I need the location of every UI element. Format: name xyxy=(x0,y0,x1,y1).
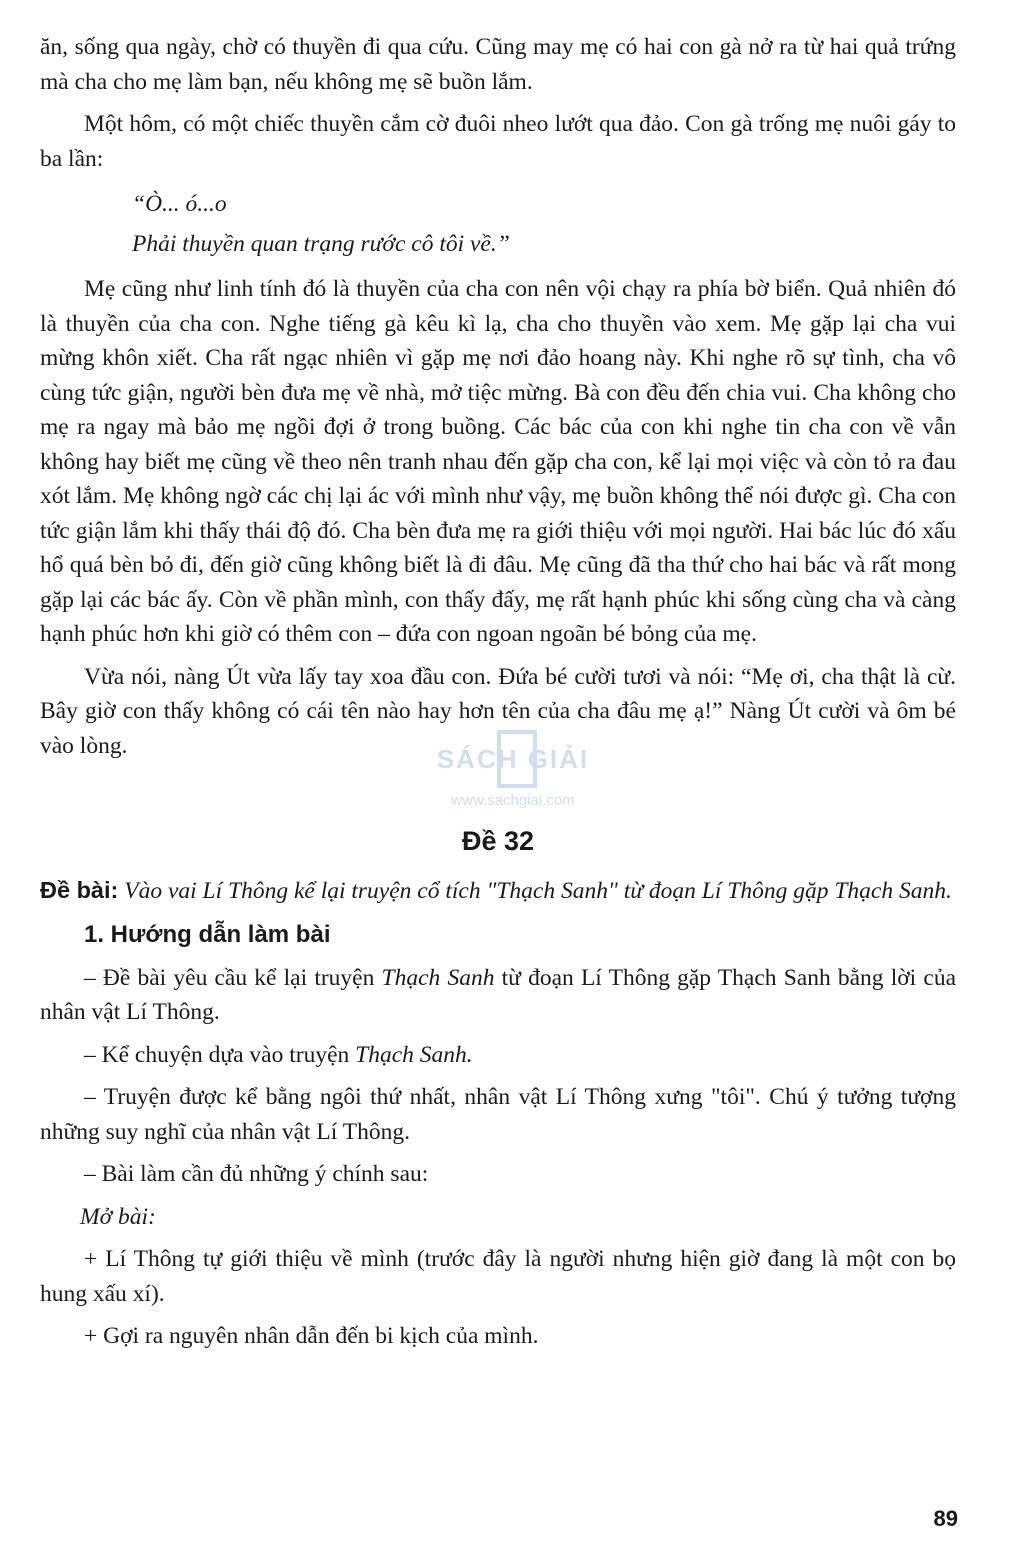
prompt-text: Vào vai Lí Thông kể lại truyện cổ tích "Thạch Sanh" từ đoạn Lí Thông gặp Thạch Sanh. xyxy=(124,878,952,904)
section-heading: Đề 32 xyxy=(461,826,535,856)
verse-line: “Ò... ó...o xyxy=(132,191,227,217)
paragraph: Vừa nói, nàng Út vừa lấy tay xoa đầu con. Đứa bé cười tươi và nói: “Mẹ ơi, cha thật là cừ. Bây giờ con thấy không có cái tên nào hay hơn tên của cha đâu mẹ ạ!” Nàng Út cười và ôm bé vào lòng. xyxy=(40,663,956,759)
bullet-item: + Gợi ra nguyên nhân dẫn đến bi kịch của mình. xyxy=(84,1323,539,1349)
paragraph: Một hôm, có một chiếc thuyền cắm cờ đuôi nheo lướt qua đảo. Con gà trống mẹ nuôi gáy to ba lần: xyxy=(40,111,956,172)
text-run: – Đề bài yêu cầu kể lại truyện xyxy=(84,964,382,991)
text-run: từ đoạn Lí Thông gặp Thạch Sanh bằng lời của nhân vật Lí Thông. xyxy=(40,964,957,1025)
prompt-label: Đề bài: xyxy=(40,877,119,903)
watermark-brand: SÁCH GIẢI xyxy=(436,744,590,774)
bullet-item: + Lí Thông tự giới thiệu về mình (trước đây là người nhưng hiện giờ đang là một con bọ hung xấu xí). xyxy=(40,1246,956,1307)
work-title: Thạch Sanh. xyxy=(355,1041,473,1068)
paragraph: Mẹ cũng như linh tính đó là thuyền của cha con nên vội chạy ra phía bờ biển. Quả nhiên đó là thuyền của cha con. Nghe tiếng gà kêu kì lạ, cha cho thuyền vào xem. Mẹ gặp lại cha vui mừng khôn xiết. Cha rất ngạc nhiên vì gặp mẹ nơi đảo hoang này. Khi nghe rõ sự tình, cha vô cùng tức giận, người bèn đưa mẹ về nhà, mở tiệc mừng. Bà con đều đến chia vui. Cha không cho mẹ ra ngay mà bảo mẹ ngồi đợi ở trong buồng. Các bác của con khi nghe tin cha con về vẫn không hay biết mẹ cũng về theo nên tranh nhau đến gặp cha con, kể lại mọi việc và còn tỏ ra đau xót lắm. Mẹ không ngờ các chị lại ác với mình như vậy, mẹ buồn không thể nói được gì. Cha con tức giận lắm khi thấy thái độ đó. Cha bèn đưa mẹ ra giới thiệu với mọi người. Hai bác lúc đó xấu hổ quá bèn bỏ đi, đến giờ cũng không biết là đi đâu. Mẹ cũng đã tha thứ cho hai bác và rất mong gặp lại các bác ấy. Còn về phần mình, con thấy đấy, mẹ rất hạnh phúc khi sống cùng cha và càng hạnh phúc hơn khi giờ có thêm con – đứa con ngoan ngoãn bé bỏng của mẹ. xyxy=(40,276,956,647)
verse-line: Phải thuyền quan trạng rước cô tôi về.” xyxy=(132,231,510,257)
guide-item: – Bài làm cần đủ những ý chính sau: xyxy=(84,1161,429,1187)
guide-item xyxy=(40,961,956,1030)
exercise-prompt xyxy=(40,873,956,909)
guide-item xyxy=(40,1038,956,1073)
page-content xyxy=(40,30,956,1362)
page-number: 89 xyxy=(933,1506,958,1531)
subheading: 1. Hướng dẫn làm bài xyxy=(84,920,331,948)
verse xyxy=(132,184,956,264)
mo-bai-label: Mở bài: xyxy=(80,1203,156,1230)
work-title: Thạch Sanh xyxy=(381,964,495,991)
guide-item: – Truyện được kể bằng ngôi thứ nhất, nhân vật Lí Thông xưng "tôi". Chú ý tưởng tượng những suy nghĩ của nhân vật Lí Thông. xyxy=(40,1084,956,1145)
paragraph: ăn, sống qua ngày, chờ có thuyền đi qua cứu. Cũng may mẹ có hai con gà nở ra từ hai quả trứng mà cha cho mẹ làm bạn, nếu không mẹ sẽ buồn lắm. xyxy=(40,34,956,95)
text-run: – Kể chuyện dựa vào truyện xyxy=(84,1041,356,1068)
watermark-url: www.sachgiai.com xyxy=(451,792,575,809)
